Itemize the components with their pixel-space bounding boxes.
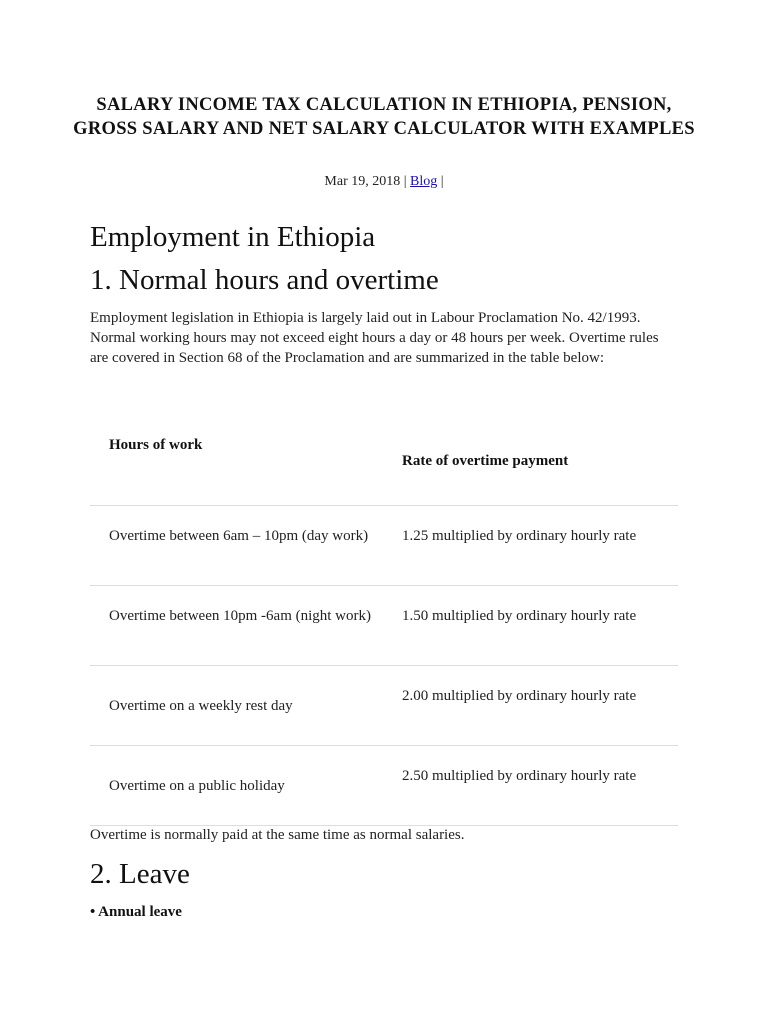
table-row (90, 746, 678, 826)
column-header-rate: Rate of overtime payment (402, 453, 569, 469)
category-link-blog[interactable]: Blog (410, 174, 438, 189)
table-header-row (90, 425, 678, 506)
column-header-hours: Hours of work (109, 437, 203, 453)
article-meta (90, 173, 678, 191)
table-row (90, 586, 678, 666)
annual-leave-bullet: • Annual leave (90, 904, 182, 920)
table-cell-hours: Overtime between 10pm -6am (night work) (109, 608, 372, 624)
meta-trailing-separator: | (437, 174, 444, 189)
section-heading-normal-hours: 1. Normal hours and overtime (90, 264, 439, 296)
article-title: SALARY INCOME TAX CALCULATION IN ETHIOPIA, PENSION, GROSS SALARY AND NET SALARY CALCULATOR WITH EXAMPLES (73, 95, 695, 139)
table-cell-rate: 1.25 multiplied by ordinary hourly rate (402, 528, 637, 544)
after-table-text: Overtime is normally paid at the same time as normal salaries. (90, 827, 465, 843)
table-row (90, 666, 678, 746)
intro-paragraph: Employment legislation in Ethiopia is largely laid out in Labour Proclamation No. 42/1993. Normal working hours may not exceed eight hours a day or 48 hours per week. Overtime rules are covered in Section 68 of the Proclamation and are summarized in the table below: (90, 310, 659, 366)
section-heading-leave: 2. Leave (90, 858, 190, 890)
overtime-table (90, 425, 678, 826)
post-date: Mar 19, 2018 (324, 174, 401, 189)
table-cell-hours: Overtime between 6am – 10pm (day work) (109, 528, 369, 544)
table-cell-rate: 1.50 multiplied by ordinary hourly rate (402, 608, 637, 624)
table-row (90, 506, 678, 586)
table-cell-rate: 2.00 multiplied by ordinary hourly rate (402, 688, 637, 704)
table-cell-rate: 2.50 multiplied by ordinary hourly rate (402, 768, 637, 784)
table-cell-hours: Overtime on a public holiday (109, 778, 285, 794)
meta-separator: | (400, 174, 411, 189)
table-cell-hours: Overtime on a weekly rest day (109, 698, 293, 714)
section-heading-employment: Employment in Ethiopia (90, 221, 376, 253)
